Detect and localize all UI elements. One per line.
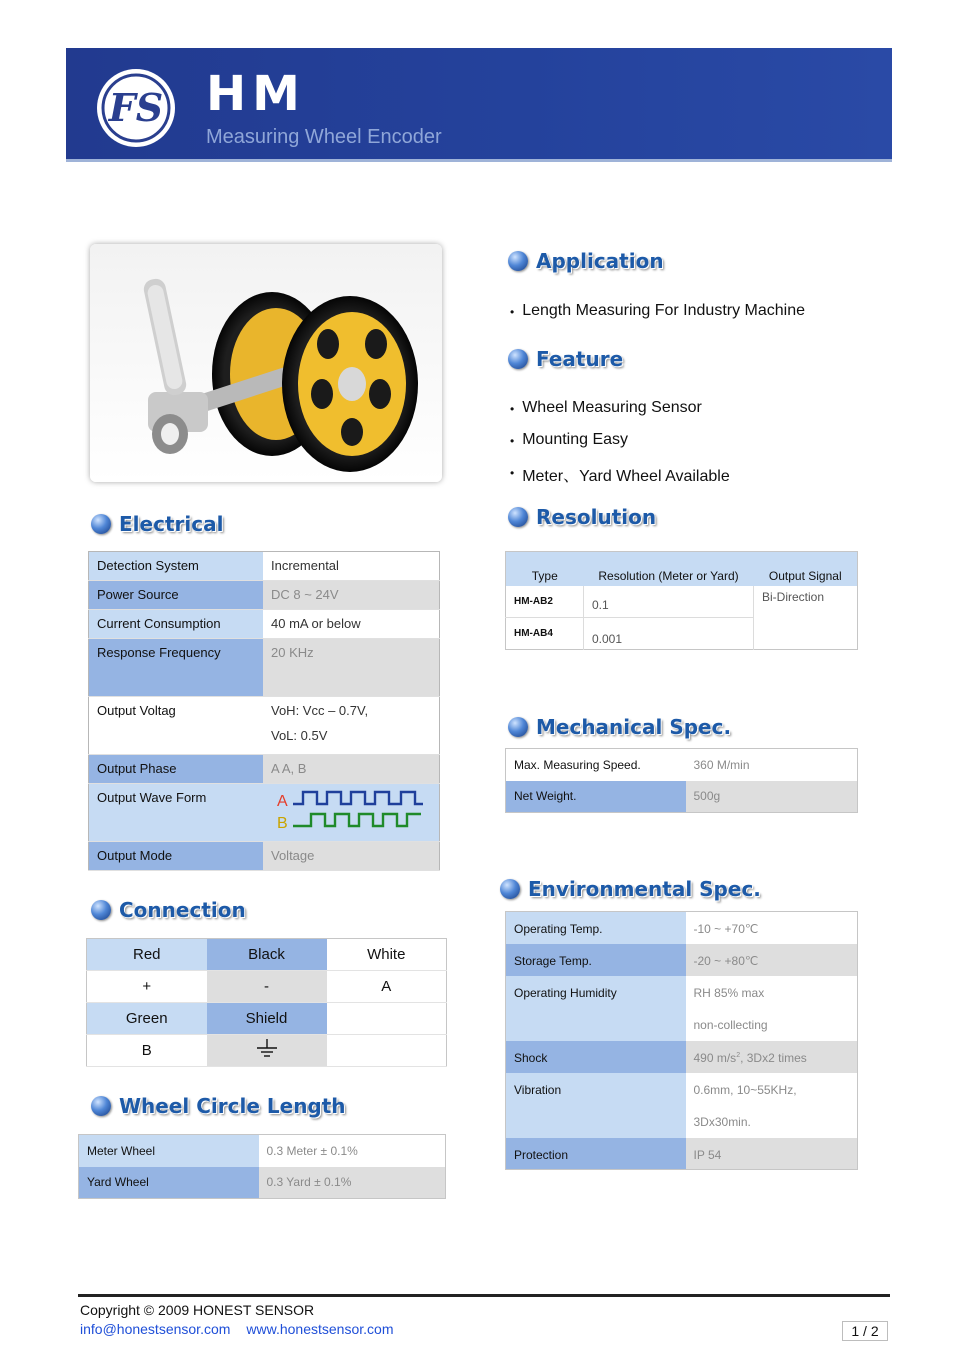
encoder-illustration (90, 244, 442, 482)
email-link[interactable]: info@honestsensor.com (80, 1321, 231, 1337)
table-row: Operating Humidity RH 85% max non-collecting (506, 976, 858, 1041)
ground-icon (255, 1038, 279, 1060)
table-row: HM-AB4 0.001 (506, 618, 858, 650)
product-photo (90, 244, 442, 482)
website-link[interactable]: www.honestsensor.com (246, 1321, 394, 1337)
table-row: Red Black White (87, 939, 447, 971)
table-row: Yard Wheel 0.3 Yard ± 0.1% (79, 1167, 446, 1199)
table-row: Output Phase A A, B (89, 755, 440, 784)
bullet-ball-icon (91, 1096, 111, 1116)
svg-text:B: B (277, 815, 288, 832)
table-row: Operating Temp. -10 ~ +70℃ (506, 912, 858, 944)
footer-rule (78, 1294, 890, 1297)
bullet-ball-icon (91, 514, 111, 534)
list-item: • Length Measuring For Industry Machine (510, 302, 805, 322)
svg-text:A: A (277, 793, 288, 810)
model-title: HM (206, 66, 306, 122)
list-item: • Meter、Yard Wheel Available (510, 463, 730, 486)
table-row: Output Voltag VoH: Vcc – 0.7V, VoL: 0.5V (89, 697, 440, 755)
bullet-ball-icon (508, 251, 528, 271)
logo-text: FS (108, 85, 164, 130)
bullet-ball-icon (500, 879, 520, 899)
header-banner (66, 48, 892, 162)
output-waveform (271, 788, 431, 832)
table-row: Max. Measuring Speed. 360 M/min (514, 757, 750, 772)
environmental-table (505, 911, 858, 1170)
connection-table (86, 938, 447, 1067)
section-application: Application (508, 249, 664, 273)
company-logo (94, 66, 178, 150)
resolution-table (505, 551, 858, 650)
bullet-ball-icon (91, 900, 111, 920)
bullet-ball-icon (508, 507, 528, 527)
section-resolution: Resolution (508, 505, 656, 529)
table-row: Net Weight. 500g (506, 781, 858, 813)
table-row: Meter Wheel 0.3 Meter ± 0.1% (79, 1135, 446, 1167)
table-row: B (87, 1035, 447, 1067)
section-wheel-circle-length: Wheel Circle Length (91, 1094, 346, 1118)
table-row: Power Source DC 8 ~ 24V (89, 581, 440, 610)
table-row: Response Frequency 20 KHz (89, 639, 440, 697)
electrical-table (88, 551, 440, 871)
footer-links (80, 1321, 393, 1337)
table-row: Storage Temp. -20 ~ +80℃ (506, 944, 858, 976)
table-row: HM-AB2 0.1 Bi-Direction (506, 586, 858, 618)
page-number: 1 / 2 (842, 1321, 888, 1341)
section-feature: Feature (508, 347, 623, 371)
table-header-row: Type Resolution (Meter or Yard) Output Signal (506, 552, 858, 586)
table-row: Protection IP 54 (506, 1138, 858, 1170)
bullet-ball-icon (508, 349, 528, 369)
section-mechanical: Mechanical Spec. (508, 715, 731, 739)
table-row: Vibration 0.6mm, 10~55KHz, 3Dx30min. (506, 1073, 858, 1138)
copyright: Copyright © 2009 HONEST SENSOR (80, 1302, 315, 1318)
section-connection: Connection (91, 898, 246, 922)
feature-list (510, 399, 730, 486)
application-list (510, 302, 805, 322)
mechanical-table (505, 748, 858, 813)
table-row: Output Mode Voltage (89, 842, 440, 871)
section-environmental: Environmental Spec. (500, 877, 761, 901)
section-electrical: Electrical (91, 512, 223, 536)
bullet-ball-icon (508, 717, 528, 737)
table-row: Shock 490 $m/s^2$, 3Dx2 times (506, 1041, 858, 1073)
product-subtitle: Measuring Wheel Encoder (206, 126, 442, 148)
table-row: Output Wave Form A B (89, 784, 440, 842)
list-item: • Wheel Measuring Sensor (510, 399, 730, 431)
table-row: Detection System Incremental (89, 552, 440, 581)
list-item: • Mounting Easy (510, 431, 730, 463)
table-row: + - A (87, 971, 447, 1003)
wheel-table (78, 1134, 446, 1199)
table-row: Green Shield (87, 1003, 447, 1035)
table-row: Current Consumption 40 mA or below (89, 610, 440, 639)
